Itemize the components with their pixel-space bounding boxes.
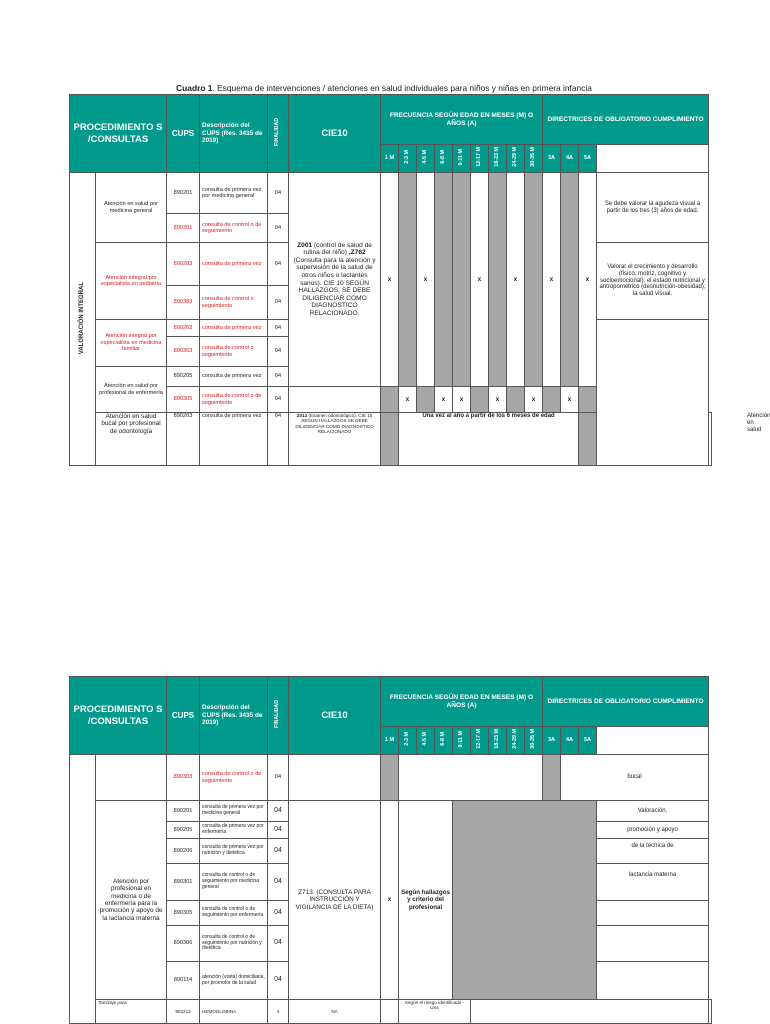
directriz-line: lactancia materna bbox=[597, 864, 709, 901]
header-descripcion: Descripción del CUPS (Res. 3435 de 2019) bbox=[200, 677, 268, 755]
age-header-3a: 3A bbox=[543, 727, 561, 755]
freq-mark-1m: x bbox=[381, 173, 399, 387]
header-procedimiento: PROCEDIMIENTO S /CONSULTAS bbox=[70, 95, 167, 173]
freq-mark-3a: x bbox=[543, 173, 561, 387]
directriz-agudeza-visual: Se debe valorar la agudeza visual a partir de los tres (3) años de edad. bbox=[597, 173, 709, 243]
freq-mark-12-17m: x bbox=[471, 173, 489, 387]
finalidad-value: 04 bbox=[268, 839, 289, 864]
finalidad-value: 04 bbox=[268, 801, 289, 822]
proc-tamizaje: Tamizaje para bbox=[96, 1000, 167, 1024]
directriz-crecimiento: Valorar el crecimiento y desarrollo (físico, motriz, cognitivo y socioemocional); el estado nutricional y antropométrico (desnutrición-obesidad); la salud visual. bbox=[597, 243, 709, 320]
cups-description: consulta de control o seguimiento bbox=[200, 286, 268, 320]
header-cups: CUPS bbox=[167, 95, 200, 173]
age-header-1m: 1 M bbox=[381, 727, 399, 755]
proc-lactancia-materna: Atención por profesional en medicina o de enfermería para la promoción y apoyo de la lactancia materna bbox=[96, 801, 167, 1000]
age-header-4a: 4A bbox=[561, 727, 579, 755]
cups-description: consulta de control o de seguimiento por medicina general bbox=[200, 864, 268, 901]
age-header-9-11m: 9-11 M bbox=[453, 145, 471, 173]
age-header-24-29m: 24-29 M bbox=[507, 145, 525, 173]
age-header-6-8m: 6-8 M bbox=[435, 727, 453, 755]
cups-description: consulta de primera vez bbox=[200, 320, 268, 337]
finalidad-value: 04 bbox=[268, 243, 289, 286]
freq-tamizaje: Según el riesgo identificado - Una bbox=[399, 1000, 471, 1024]
cups-code: 890263 bbox=[167, 320, 200, 337]
age-header-18-23m: 18-23 M bbox=[489, 727, 507, 755]
finalidad-value: 04 bbox=[268, 387, 289, 413]
cups-code: 902213 bbox=[167, 1000, 200, 1024]
freq-mark-4-5m: x bbox=[417, 173, 435, 387]
cups-code: 890205 bbox=[167, 367, 200, 387]
cie10-main: Z001 (control de salud de rutina del niño) ,Z762 (Consulta para la atención y supervisión de la salud de otros niños o lactantes sanos). CIE 10 SEGÚN HALLAZGOS, SE DEBE DILIGENCIAR COMO DIAGNOSTICO RELACIONADO. bbox=[289, 173, 381, 387]
directriz-line: de la técnica de bbox=[597, 839, 709, 864]
cups-code: 890301 bbox=[167, 864, 200, 901]
directriz-bucal: bucal bbox=[561, 755, 709, 801]
header-directrices: DIRECTRICES DE OBLIGATORIO CUMPLIMIENTO bbox=[543, 677, 709, 727]
finalidad-value: 04 bbox=[268, 926, 289, 962]
cups-description: consulta de control o de seguimiento por enfermería bbox=[200, 901, 268, 926]
cups-description: consulta de primera vez bbox=[200, 367, 268, 387]
intervention-table-2 bbox=[69, 676, 712, 1024]
cups-code: 890383 bbox=[167, 286, 200, 320]
finalidad-value: 04 bbox=[268, 901, 289, 926]
age-header-5a: 5A bbox=[579, 727, 597, 755]
cups-code: 890201 bbox=[167, 801, 200, 822]
cups-description: consulta de control o de seguimiento bbox=[200, 755, 268, 801]
cups-code: 890206 bbox=[167, 839, 200, 864]
age-header-12-17m: 12-17 M bbox=[471, 727, 489, 755]
freq-mark-30-35m: x bbox=[525, 387, 543, 413]
header-directrices: DIRECTRICES DE OBLIGATORIO CUMPLIMIENTO bbox=[543, 95, 709, 145]
proc-odontologia: Atención en salud bucal por profesional de odontología bbox=[96, 413, 167, 466]
proc-pediatria: Atención integral por especialista en pediatría bbox=[96, 243, 167, 320]
age-header-1m: 1 M bbox=[381, 145, 399, 173]
header-frecuencia: FRECUENCIA SEGÚN EDAD EN MESES (M) O AÑOS (A) bbox=[381, 95, 543, 145]
age-header-4a: 4A bbox=[561, 145, 579, 173]
cups-description: consulta de primera vez por nutrición y dietética bbox=[200, 839, 268, 864]
finalidad-value: 04 bbox=[268, 320, 289, 337]
finalidad-value: 04 bbox=[268, 864, 289, 901]
header-cie10: CIE10 bbox=[289, 95, 381, 173]
header-finalidad: FINALIDAD bbox=[268, 677, 289, 755]
finalidad-value: 4 bbox=[268, 1000, 289, 1024]
cie10-odontologia: Z012 (Examen odontológico), CIE 10 SEGÚN HALLAZGOS SE DEBE DILIGENCIAR COMO DIAGNOSTICO RELACIONADO bbox=[289, 413, 381, 466]
header-procedimiento: PROCEDIMIENTO S /CONSULTAS bbox=[70, 677, 167, 755]
age-header-4-5m: 4-5 M bbox=[417, 145, 435, 173]
finalidad-value: 04 bbox=[268, 413, 289, 466]
cups-code: 890301 bbox=[167, 214, 200, 243]
cups-code: 890114 bbox=[167, 962, 200, 1000]
directriz-line: Valoración, bbox=[597, 801, 709, 822]
age-header-2-3m: 2-3 M bbox=[399, 145, 417, 173]
freq-mark-5a: x bbox=[579, 173, 597, 387]
finalidad-value: 04 bbox=[268, 822, 289, 839]
age-header-9-11m: 9-11 M bbox=[453, 727, 471, 755]
header-cie10: CIE10 bbox=[289, 677, 381, 755]
freq-mark-18-23m: x bbox=[489, 387, 507, 413]
header-frecuencia: FRECUENCIA SEGÚN EDAD EN MESES (M) O AÑOS (A) bbox=[381, 677, 543, 727]
cups-code: 890363 bbox=[167, 337, 200, 367]
cups-code: 890305 bbox=[167, 901, 200, 926]
freq-mark-2-3m: x bbox=[399, 387, 417, 413]
cups-code: 890201 bbox=[167, 173, 200, 214]
cups-description: consulta de control o de seguimiento por nutrición y dietética bbox=[200, 926, 268, 962]
age-header-6-8m: 6-8 M bbox=[435, 145, 453, 173]
directriz-odontologia: Atención en salud bbox=[709, 413, 712, 466]
finalidad-value: 04 bbox=[268, 286, 289, 320]
freq-mark-9-11m: x bbox=[453, 387, 471, 413]
header-descripcion: Descripción del CUPS (Res. 3435 de 2019) bbox=[200, 95, 268, 173]
intervention-table-1 bbox=[69, 94, 770, 466]
proc-medicina-general: Atención en salud por medicina general bbox=[96, 173, 167, 243]
cups-description: consulta de primera vez por medicina general bbox=[200, 173, 268, 214]
freq-mark-1m: x bbox=[381, 801, 399, 1000]
cups-description: consulta de primera vez por enfermería bbox=[200, 822, 268, 839]
finalidad-value: 04 bbox=[268, 367, 289, 387]
cups-description: consulta de control o seguimiento bbox=[200, 337, 268, 367]
cups-code: 890283 bbox=[167, 243, 200, 286]
cups-code: 890205 bbox=[167, 822, 200, 839]
age-header-24-29m: 24-29 M bbox=[507, 727, 525, 755]
cups-code: 890303 bbox=[167, 755, 200, 801]
cups-description: consulta de primera vez por medicina general bbox=[200, 801, 268, 822]
age-header-5a: 5A bbox=[579, 145, 597, 173]
age-header-18-23m: 18-23 M bbox=[489, 145, 507, 173]
age-header-30-35m: 30-35 M bbox=[525, 145, 543, 173]
proc-medicina-familiar: Atención integral por especialista en medicina familiar bbox=[96, 320, 167, 367]
finalidad-value: 04 bbox=[268, 755, 289, 801]
cie10-tamizaje: NA bbox=[289, 1000, 381, 1024]
cups-description: atención (visita) domiciliaria, por promotor de la salud bbox=[200, 962, 268, 1000]
freq-odontologia: Una vez al año a partir de los 6 meses de edad bbox=[399, 413, 579, 466]
finalidad-value: 04 bbox=[268, 173, 289, 214]
cups-description: consulta de primera vez bbox=[200, 243, 268, 286]
cie10-lactancia: Z713. (CONSULTA PARA INSTRUCCIÓN Y VIGILANCIA DE LA DIETA) bbox=[289, 801, 381, 1000]
group-valoracion-integral: VALORACIÓN INTEGRAL bbox=[70, 173, 96, 466]
age-header-30-35m: 30-35 M bbox=[525, 727, 543, 755]
cups-description: consulta de control o de seguimiento bbox=[200, 387, 268, 413]
cups-description: consulta de control o de seguimiento bbox=[200, 214, 268, 243]
header-finalidad: FINALIDAD bbox=[268, 95, 289, 173]
cups-code: 890305 bbox=[167, 387, 200, 413]
proc-enfermeria: Atención en salud por profesional de enfermería bbox=[96, 367, 167, 413]
table-caption: Cuadro 1. Esquema de intervenciones / atenciones en salud individuales para niños y niñas en primera infancia bbox=[176, 83, 592, 93]
finalidad-value: 04 bbox=[268, 337, 289, 367]
freq-mark-4a: x bbox=[561, 387, 579, 413]
finalidad-value: 04 bbox=[268, 214, 289, 243]
directriz-line: promoción y apoyo bbox=[597, 822, 709, 839]
age-header-4-5m: 4-5 M bbox=[417, 727, 435, 755]
freq-lactancia: Según hallazgos y criterio del profesional bbox=[399, 801, 453, 1000]
cups-description: consulta de primera vez bbox=[200, 413, 268, 466]
finalidad-value: 04 bbox=[268, 962, 289, 1000]
cups-description: HEMOGLOBINA bbox=[200, 1000, 268, 1024]
header-cups: CUPS bbox=[167, 677, 200, 755]
age-header-2-3m: 2-3 M bbox=[399, 727, 417, 755]
cups-code: 890306 bbox=[167, 926, 200, 962]
freq-mark-6-8m: x bbox=[435, 387, 453, 413]
age-header-12-17m: 12-17 M bbox=[471, 145, 489, 173]
freq-mark-24-29m: x bbox=[507, 173, 525, 387]
cups-code: 890203 bbox=[167, 413, 200, 466]
age-header-3a: 3A bbox=[543, 145, 561, 173]
